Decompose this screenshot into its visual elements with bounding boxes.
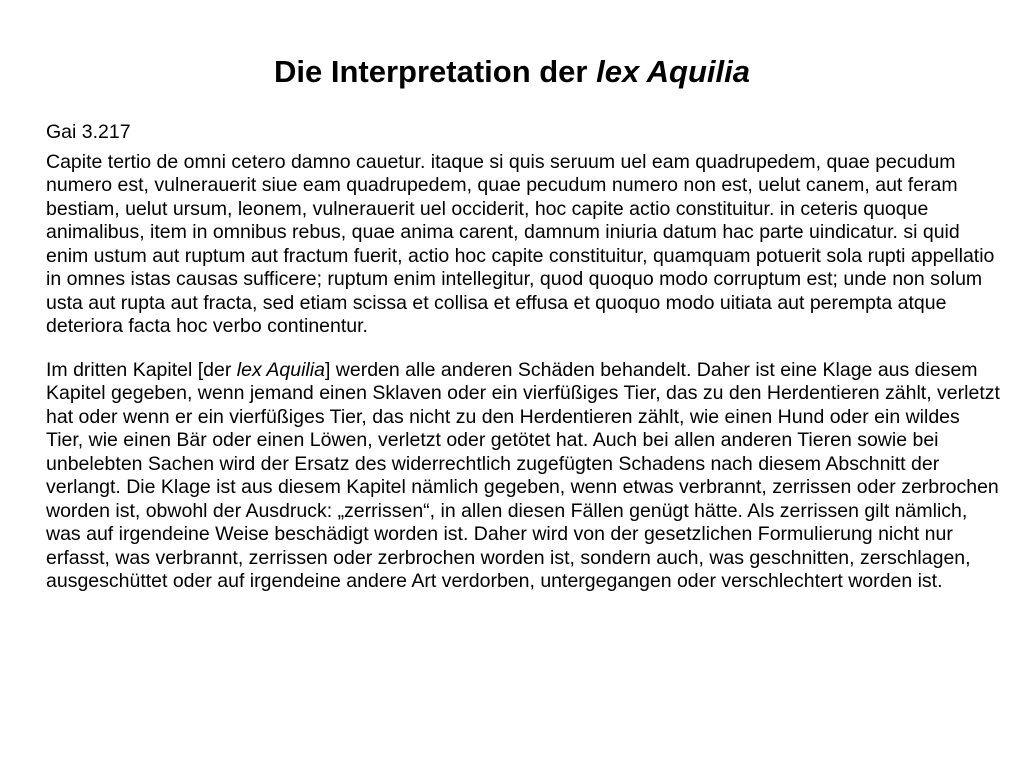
slide-body — [46, 121, 1002, 594]
source-citation: Gai 3.217 — [46, 121, 131, 143]
slide-title-prefix: Die Interpretation der — [273, 54, 597, 89]
german-translation-rest: ] werden alle anderen Schäden behandelt. Daher ist eine Klage aus diesem Kapitel gegeben, wenn jemand einen Sklaven oder ein vierfüßiges Tier, das zu den Herdentieren zählt, verletzt hat oder wenn er ein vierfüßiges Tier, das nicht zu den Herdentieren zählt, wie einen Hund oder ein wildes Tier, wie einen Bär oder einen Löwen, verletzt oder getötet hat. Auch bei allen anderen Tieren sowie bei unbelebten Sachen wird der Ersatz des widerrechtlich zugefügten Schadens nach diesem Abschnitt der verlangt. Die Klage ist aus diesem Kapitel nämlich gegeben, wenn etwas verbrannt, zerrissen oder zerbrochen worden ist, obwohl der Ausdruck: „zerrissen“, in allen diesen Fällen genügt hätte. Als zerrissen gilt nämlich, was auf irgendeine Weise beschädigt worden ist. Daher wird von der gesetzlichen Formulierung nicht nur erfasst, was verbrannt, zerrissen oder zerbrochen worden ist, sondern auch, was geschnitten, zerschlagen, ausgeschüttet oder auf irgendeine andere Art verdorben, untergegangen oder verschlechtert worden ist. — [46, 358, 1000, 592]
german-translation-emphasis: lex Aquilia — [236, 358, 325, 381]
slide-title — [0, 52, 1024, 92]
latin-source-text: Capite tertio de omni cetero damno cauetur. itaque si quis seruum uel eam quadrupedem, quae pecudum numero est, vulnerauerit siue eam quadrupedem, quae pecudum numero non est, uelut canem, aut feram bestiam, uelut ursum, leonem, vulnerauerit uel occiderit, hoc capite actio constituitur. in ceteris quoque animalibus, item in omnibus rebus, quae anima carent, damnum iniuria datum hac parte uindicatur. si quid enim ustum aut ruptum aut fractum fuerit, actio hoc capite constituitur, quamquam potuerit sola rupti appellatio in omnes istas causas sufficere; ruptum enim intellegitur, quod quoquo modo corruptum est; unde non solum usta aut rupta aut fracta, sed etiam scissa et collisa et effusa et quoquo modo uitiata aut perempta atque deteriora facta hoc verbo continentur. — [46, 150, 995, 337]
slide-title-emphasis: lex Aquilia — [596, 54, 750, 89]
german-translation-intro: Im dritten Kapitel [der — [46, 358, 237, 381]
german-translation — [46, 359, 1002, 594]
